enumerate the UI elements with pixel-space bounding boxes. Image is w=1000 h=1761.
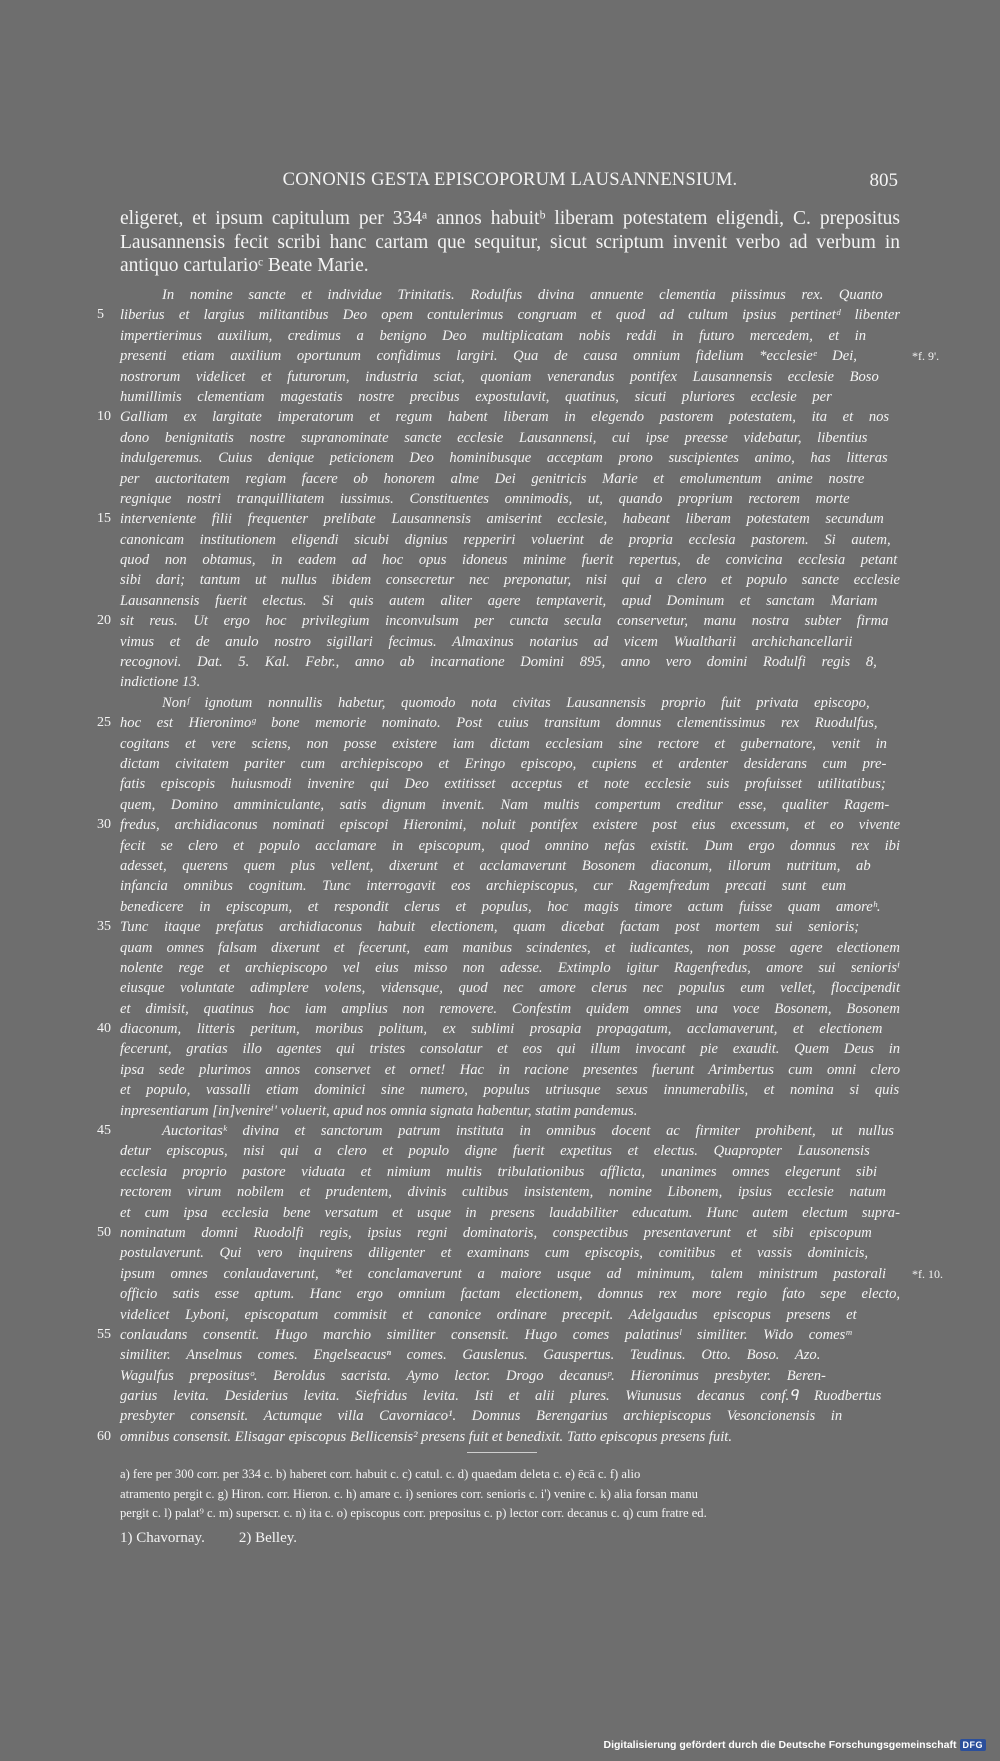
text-line [120, 326, 900, 346]
text-line [97, 509, 900, 529]
text-line [120, 428, 900, 448]
text-line [120, 774, 900, 794]
line-text: ipsa sede plurimos annos conservet et ornet! Hac in racione presentes fuerunt Arimbertus cum omni clero [120, 1061, 900, 1078]
text-line [97, 1019, 900, 1039]
footnote-line: a) fere per 300 corr. per 334 c. b) haberet corr. habuit c. c) catul. c. d) quaedam deleta c. e) ēcā c. f) alio [120, 1467, 641, 1481]
source-note: 1) Chavornay. [120, 1530, 205, 1546]
text-line [97, 407, 900, 427]
text-line [120, 1080, 900, 1100]
footnote-rule [467, 1452, 537, 1453]
line-text: detur episcopus, nisi qui a clero et populo digne fuerit expetitus et electus. Quapropter Lausonensis [120, 1143, 870, 1160]
line-text: eiusque voluntate adimplere volens, vidensque, quod nec amore clerus nec populus eum vellet, floccipendit [120, 980, 901, 997]
line-text: et dimisit, quatinus hoc iam amplius non removere. Confestim quidem omnes una voce Bosonem, Bosonem [120, 1000, 900, 1017]
line-text: ecclesia proprio pastore viduata et nimium multis tribulationibus afflicta, unanimes omnes elegerunt sibi [120, 1163, 878, 1180]
line-text: diaconum, litteris peritum, moribus politum, ex sublimi prosapia propagatum, acclamaverunt, et electionem [120, 1021, 883, 1038]
line-text: adesset, querens quem plus vellent, dixerunt et acclamaverunt Bosonem diaconum, illorum nutritum, ab [120, 857, 871, 874]
line-number: 15 [97, 511, 111, 527]
text-line [120, 1345, 900, 1365]
dfg-logo-icon: DFG [960, 1739, 987, 1751]
source-note: 2) Belley. [238, 1530, 298, 1546]
text-line [120, 1366, 900, 1386]
dfg-credit[interactable] [604, 1737, 986, 1753]
text-line [97, 1223, 900, 1243]
line-text: interveniente filii frequenter prelibate Lausannensis amiserint ecclesie, habeant liberam potestatem secundum [120, 511, 884, 528]
credit-text: Digitalisierung gefördert durch die Deutsche Forschungsgemeinschaft [603, 1739, 957, 1751]
line-text: presbyter consensit. Actumque villa Cavorniaco¹. Domnus Berengarius archiepiscopus Vesoncionensis in [120, 1408, 843, 1425]
line-text: garius levita. Desiderius levita. Siefridus levita. Isti et alii plures. Wiunusus decanus conf.ᑫ Ruodbertus [120, 1388, 882, 1405]
line-number: 20 [97, 613, 111, 629]
text-line [120, 346, 940, 366]
line-text: fatis episcopis huiusmodi invenire qui Deo extitisset acceptus et note ecclesie suis profuisset utilitatibus; [120, 776, 886, 793]
text-line [120, 1060, 900, 1080]
text-line [120, 1182, 900, 1202]
line-text: sibi dari; tantum ut nullus ibidem consecretur nec preponatur, nisi qui a clero et populo sancte ecclesie [120, 572, 900, 589]
line-text: sit reus. Ut ergo hoc privilegium inconvulsum per cuncta secula conservetur, manu nostra subter firma [120, 613, 889, 630]
line-number: 35 [97, 919, 111, 935]
footnote-line: atramento pergit c. g) Hiron. corr. Hieron. c. h) amare c. i) seniores corr. senioris c. i') venire c. k) alia forsan manu [120, 1486, 698, 1501]
charter-text [97, 285, 943, 1447]
line-text: impertierimus auxilium, credimus a benigno Deo multiplicatam nobis reddi in futuro mercedem, et in [120, 327, 867, 344]
line-text: et populo, vassalli etiam dominici sine numero, populus utriusque sexus innumerabilis, et nomina si quis [120, 1082, 900, 1099]
text-line [120, 1203, 900, 1223]
text-line [120, 876, 900, 896]
text-line [120, 1039, 900, 1059]
line-text: In nomine sancte et individue Trinitatis. Rodulfus divina annuente clementia piissimus rex. Quanto [162, 287, 883, 303]
line-text: rectorem virum nobilem et prudentem, divinis cultibus insistentem, nomine Libonem, ipsius ecclesie natum [120, 1184, 886, 1201]
text-line [97, 305, 901, 325]
line-text: presenti etiam auxilium oportunum confidimus largiri. Qua de causa omnium fidelium *ecclesieᵉ Dei, [120, 348, 857, 365]
line-text: fredus, archidiaconus nominati episcopi Hieronimi, noluit pontifex existere post eius excessum, et eo vivente [120, 817, 901, 834]
text-line [120, 285, 900, 305]
line-text: nostrorum videlicet et futurorum, industria sciat, quoniam venerandus pontifex Lausannensis ecclesie Boso [120, 368, 879, 385]
text-line [120, 734, 900, 754]
line-number: 5 [97, 307, 104, 323]
line-number: 40 [97, 1021, 111, 1037]
text-line [120, 1264, 943, 1284]
line-text: Tunc itaque prefatus archidiaconus habuit electionem, quam dicebat factam post mortem sui senioris; [120, 919, 860, 936]
line-text: conlaudans consentit. Hugo marchio similiter consensit. Hugo comes palatinusˡ similiter. Wido comesᵐ [120, 1326, 852, 1343]
page-number: 805 [869, 170, 898, 191]
line-number: 25 [97, 715, 111, 731]
line-text: postulaverunt. Qui vero inquirens diligenter et examinans cum episcopis, comitibus et vassis dominicis, [120, 1245, 869, 1262]
line-text: Wagulfus prepositusᵒ. Beroldus sacrista. Aymo lector. Drogo decanusᵖ. Hieronimus presbyter. Beren- [120, 1367, 826, 1384]
text-line [120, 632, 900, 652]
line-text: indulgeremus. Cuius denique peticionem Deo hominibusque acceptam prono suscipientes animo, has litteras [120, 450, 888, 467]
line-text: cogitans et vere sciens, non posse existere iam dictam ecclesiam sine rectore et gubernatore, venit in [120, 735, 887, 752]
text-line [120, 489, 900, 509]
text-line [120, 856, 900, 876]
text-line [97, 1427, 900, 1447]
text-line [120, 530, 900, 550]
line-text: quem, Domino amminiculante, satis dignum invenit. Nam multis compertum creditur esse, qualiter Ragem- [120, 796, 890, 813]
text-line [120, 1243, 900, 1263]
line-text: et cum ipsa ecclesia bene versatum et usque in presens laudabiliter educatum. Hunc autem electum supra- [120, 1204, 900, 1221]
line-text: fecit se clero et populo acclamare in episcopum, quod omnino nefas existit. Dum ergo domnus rex ibi [120, 837, 900, 854]
text-line [120, 550, 900, 570]
folio-marker: *f. 10. [912, 1266, 943, 1281]
text-line [120, 978, 900, 998]
line-text: vimus et de anulo nostro sigillari fecimus. Almaxinus notarius ad vicem Wualtharii archichancellarii [120, 633, 853, 650]
line-text: nominatum domni Ruodolfi regis, ipsius regni dominatoris, conspectibus presentaverunt et sibi episcopum [120, 1224, 872, 1241]
text-line [120, 1162, 900, 1182]
text-line [120, 591, 900, 611]
text-line [120, 897, 900, 917]
text-line [120, 652, 900, 672]
source-notes [120, 1530, 331, 1547]
text-line [97, 815, 901, 835]
text-line [120, 958, 900, 978]
running-header [120, 170, 900, 196]
line-text: Auctoritasᵏ divina et sanctorum patrum instituta in omnibus docent ac firmiter prohibent, ut nullus [162, 1123, 894, 1140]
line-text: fecerunt, gratias illo agentes qui tristes consolatur et eos qui illum invocant pie exaudit. Quem Deus in [120, 1041, 901, 1058]
line-text: dictam civitatem pariter cum archiepiscopo et Eringo episcopo, cupiens et ardenter desiderans cum pre- [120, 755, 887, 772]
text-line [120, 1386, 900, 1406]
text-line [120, 387, 900, 407]
intro-text: eligeret, et ipsum capitulum per 334ᵃ annos habuitᵇ liberam potestatem eligendi, C. prepositus Lausannensis fecit scribi hanc cartam que sequitur, sicut scriptum invenit verbo ad verbum in antiquo cartularioᶜ Beate Marie. [120, 208, 900, 276]
line-text: indictione 13. [120, 674, 201, 691]
text-line [120, 448, 900, 468]
line-text: dono benignitatis nostre supranominate sancte ecclesie Lausannensi, cui ipse preesse videbatur, libentius [120, 429, 868, 446]
line-text: quod non obtamus, in eadem ad hoc opus idoneus minime fuerit repertus, de convicina ecclesia petant [120, 552, 898, 569]
text-line [120, 672, 900, 692]
text-line [120, 836, 900, 856]
line-text: Galliam ex largitate imperatorum et regum habent liberam in elegendo pastorem potestatem, ita et nos [120, 409, 890, 426]
text-line [120, 1141, 900, 1161]
text-line [120, 1284, 900, 1304]
line-text: Nonᶠ ignotum nonnullis habetur, quomodo nota civitas Lausannensis proprio fuit privata episcopo, [162, 694, 870, 711]
line-text: infancia omnibus cognitum. Tunc interrogavit eos archiepiscopus, cur Ragemfredum precati sunt eum [120, 878, 847, 895]
line-text: per auctoritatem regiam facere ob honorem alme Dei genitricis Marie et emolumentum anime nostre [120, 470, 865, 487]
text-line [120, 367, 900, 387]
text-line [120, 469, 900, 489]
footnote-line: pergit c. l) palat⁹ c. m) superscr. c. n) ita c. o) episcopus corr. prepositus c. p) lector corr. decanus c. q) cum fratre ed. [120, 1506, 707, 1520]
line-text: benedicere in episcopum, et respondit clerus et populus, hoc magis timore actum fuisse quam amoreʰ. [120, 898, 881, 915]
text-line [97, 611, 900, 631]
text-line [97, 917, 900, 937]
line-number: 30 [97, 817, 111, 833]
line-number: 45 [97, 1123, 111, 1139]
text-line [97, 1121, 900, 1141]
folio-marker: *f. 9'. [912, 349, 940, 364]
text-line [120, 693, 900, 713]
line-text: hoc est Hieronimoᵍ bone memorie nominato. Post cuius transitum domnus clementissimus rex Ruodulfus, [120, 715, 878, 732]
text-line [97, 1325, 900, 1345]
line-text: inpresentiarum [in]venireⁱ' voluerit, apud nos omnia signata habentur, statim pandemus. [120, 1102, 638, 1119]
line-number: 50 [97, 1224, 111, 1240]
line-text: officio satis esse aptum. Hanc ergo omnium factam electionem, domnus rex more regio fato sepe electo, [120, 1286, 901, 1303]
line-text: liberius et largius militantibus Deo opem contulerimus congruam et quod ad cultum ipsius pertinetᵈ libenter [120, 307, 901, 324]
line-text: videlicet Lyboni, episcopatum commisit et canonice ordinare precepit. Adelgaudus episcopus presens et [120, 1306, 857, 1323]
text-line [120, 570, 900, 590]
text-line [120, 999, 900, 1019]
line-text: humillimis clementiam magestatis nostre precibus expostulavit, quatinus, sicuti pluriores ecclesie per [120, 388, 832, 405]
line-number: 10 [97, 409, 111, 425]
text-line [120, 754, 900, 774]
critical-apparatus [120, 1465, 900, 1524]
line-text: quam omnes falsam dixerunt et fecerunt, eam manibus scindentes, et iudicantes, non posse agere electionem [120, 939, 900, 956]
line-text: canonicam institutionem eligendi sicubi dignius repperiri voluerint de propria ecclesia pastorem. Si autem, [120, 531, 891, 548]
line-text: omnibus consensit. Elisagar episcopus Bellicensis² presens fuit et benedixit. Tatto episcopus presens fuit. [120, 1428, 732, 1445]
line-text: regnique nostri tranquillitatem iussimus. Constituentes omnimodis, ut, quando proprium rectorem morte [120, 490, 850, 507]
line-text: Lausannensis fuerit electus. Si quis autem aliter agere temptaverit, apud Dominum et sanctam Mariam [120, 592, 878, 609]
text-line [120, 1406, 900, 1426]
line-text: ipsum omnes conlaudaverunt, *et conclamaverunt a maiore usque ad minimum, talem ministrum pastorali [120, 1265, 887, 1282]
text-line [120, 938, 900, 958]
text-line [120, 1101, 900, 1121]
line-number: 55 [97, 1326, 111, 1342]
text-line [120, 795, 900, 815]
line-text: recognovi. Dat. 5. Kal. Febr., anno ab incarnatione Domini 895, anno vero domini Rodulfi regis 8, [120, 654, 877, 671]
line-number: 60 [97, 1428, 111, 1444]
line-text: similiter. Anselmus comes. Engelseacusⁿ comes. Gauslenus. Gauspertus. Teudinus. Otto. Boso. Azo. [120, 1347, 821, 1364]
text-line [97, 713, 900, 733]
running-title: CONONIS GESTA EPISCOPORUM LAUSANNENSIUM. [282, 170, 738, 190]
line-text: nolente rege et archiepiscopo vel eius misso non adesse. Extimplo igitur Ragenfredus, amore sui seniorisⁱ [120, 959, 901, 976]
intro-paragraph [120, 207, 900, 278]
text-line [120, 1305, 900, 1325]
